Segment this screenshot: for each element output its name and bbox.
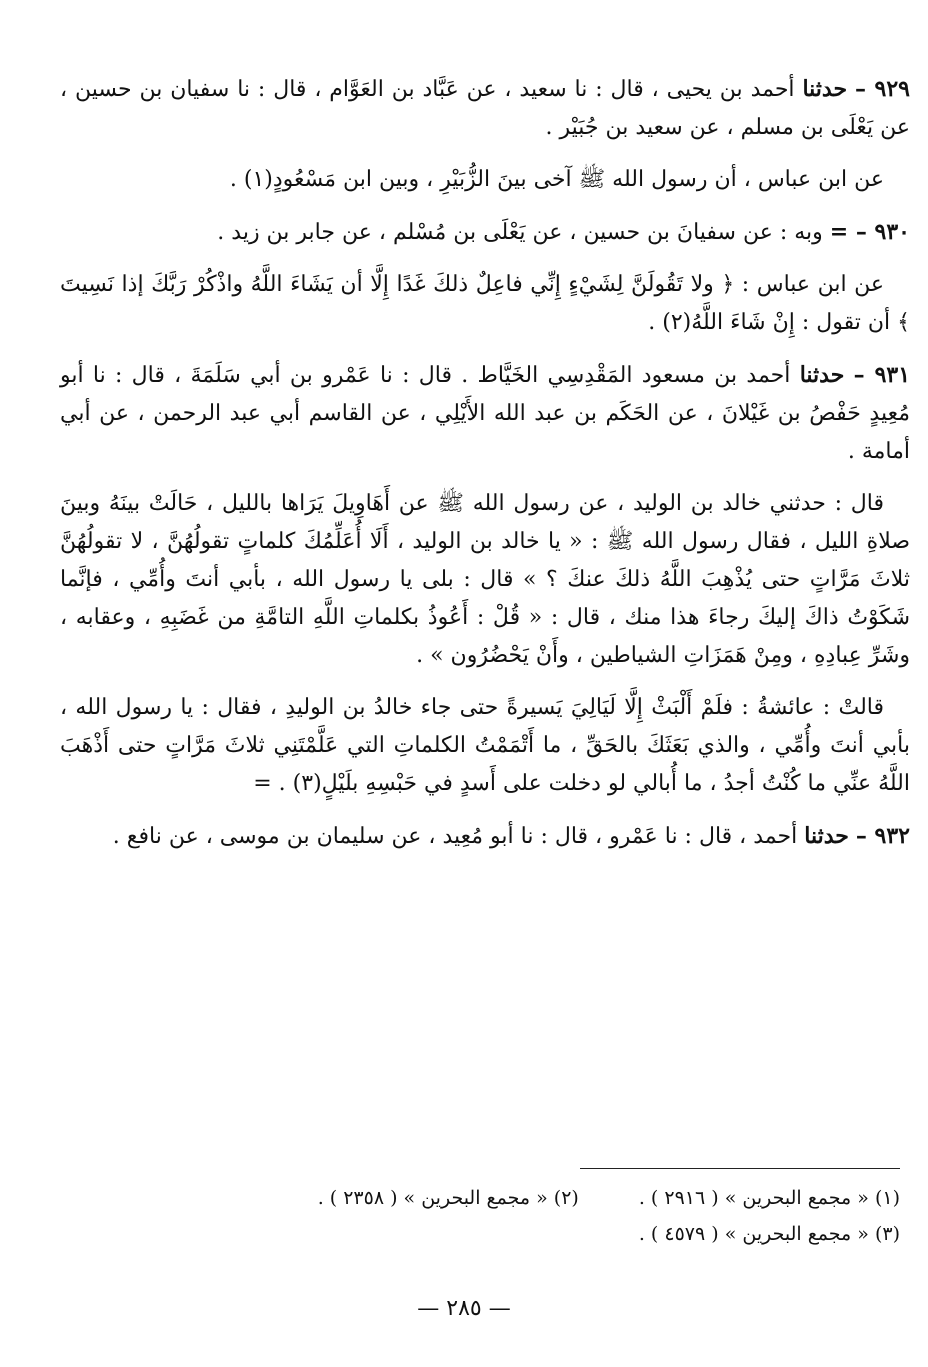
hadith-lead: حدثنا <box>804 823 849 849</box>
hadith-930 <box>60 213 910 252</box>
hadith-text: أحمد بن يحيى ، قال : نا سعيد ، عن عَبَّاد بن العَوَّام ، قال : نا سفيان بن حسين ، عن يَعْلَى بن مسلم ، عن سعيد بن جُبَيْر . <box>60 77 910 140</box>
hadith-929 <box>60 70 910 147</box>
hadith-text: عن ابن عباس : ﴿ ولا تَقُولَنَّ لِشَيْءٍ إِنِّي فاعِلٌ ذلكَ غَدًا إِلَّا أن يَشَاءَ اللَّهُ واذْكُرْ رَبَّكَ إذا نَسِيتَ ﴾ أن تقول : إِنْ شَاءَ اللَّهُ(٢) . <box>60 272 910 335</box>
hadith-text: عن ابن عباس ، أن رسول الله ﷺ آخى بينَ الزُّبَيْرِ ، وبين ابن مَسْعُودٍ(١) . <box>229 167 884 192</box>
hadith-text: أحمد ، قال : نا عَمْرو ، قال : نا أبو مُعِيد ، عن سليمان بن موسى ، عن نافع . <box>112 824 798 849</box>
hadith-text: وبه : عن سفيانَ بن حسين ، عن يَعْلَى بن مُسْلم ، عن جابر بن زيد . <box>217 220 823 245</box>
footnote-3: (٣) « مجمع البحرين » ( ٤٥٧٩ ) . <box>638 1223 900 1245</box>
hadith-931-matn <box>60 485 910 675</box>
footnote-row <box>100 1216 900 1252</box>
footnote-row <box>100 1180 900 1216</box>
hadith-930-matn <box>60 266 910 342</box>
hadith-number: ٩٢٩ – <box>854 76 910 102</box>
hadith-lead: حدثنا <box>802 76 848 102</box>
hadith-931-aisha <box>60 689 910 803</box>
footnote-divider <box>580 1168 900 1169</box>
hadith-text: قال : حدثني خالد بن الوليد ، عن رسول الله ﷺ عن أَهَاوِيلَ يَرَاها بالليل ، حَالَتْ بينَهُ وبينَ صلاةِ الليل ، فقال رسول الله ﷺ : « يا خالد بن الوليد ، أَلَا أُعَلِّمُكَ كلماتٍ تقولُهُنَّ ، لا تقولُهُنَّ ثلاثَ مَرَّاتٍ حتى يُذْهِبَ اللَّهُ ذلكَ عنكَ ؟ » قال : بلى يا رسول الله ، بأبي أنتَ وأُمِّي ، فإنَّما شَكَوْتُ ذاكَ إليكَ رجاءَ هذا منك ، قال : « قُلْ : أَعُوذُ بكلماتِ اللَّهِ التامَّةِ من غَضَبِهِ ، وعقابه ، وشَرِّ عِبادِهِ ، ومِنْ هَمَزَاتِ الشياطين ، وأَنْ يَحْضُرُون » . <box>60 491 910 668</box>
footnote-1: (١) « مجمع البحرين » ( ٢٩١٦ ) . <box>638 1187 900 1209</box>
footnote-2: (٢) « مجمع البحرين » ( ٢٣٥٨ ) . <box>317 1187 579 1209</box>
hadith-932 <box>60 817 910 856</box>
hadith-number: ٩٣٢ – <box>855 823 910 849</box>
hadith-number: ٩٣٠ – = <box>829 219 910 245</box>
page-body <box>60 70 910 870</box>
hadith-text: أحمد بن مسعود المَقْدِسِي الخَيَّاط . قال : نا عَمْرو بن أبي سَلَمَةَ ، قال : نا أبو مُعِيدٍ حَفْصُ بن غَيْلانَ ، عن الحَكَم بن عبد الله الأَيْلِي ، عن القاسم أبي عبد الرحمن ، عن أبي أمامة . <box>60 363 910 464</box>
page-number: — ٢٨٥ — <box>417 1296 511 1321</box>
hadith-text: قالتْ : عائشةُ : فلَمْ أَلْبَثْ إِلَّا لَيَالِيَ يَسيرةً حتى جاء خالدُ بن الوليدِ ، فقال : يا رسول الله ، بأبي أنتَ وأُمِّي ، والذي بَعَثَكَ بالحَقِّ ، ما أَتْمَمْتُ الكلماتِ التي عَلَّمْتَنِي ثلاثَ مَرَّاتٍ حتى أَذْهَبَ اللَّهُ عنِّي ما كُنْتُ أجدُ ، ما أُبالي لو دخلت على أَسدٍ في حَبْسِهِ بلَيْلٍ(٣) . = <box>60 695 910 796</box>
hadith-lead: حدثنا <box>799 362 845 388</box>
hadith-929-matn <box>60 161 910 199</box>
hadith-931 <box>60 356 910 471</box>
footnotes <box>100 1180 900 1252</box>
hadith-number: ٩٣١ – <box>853 362 911 388</box>
